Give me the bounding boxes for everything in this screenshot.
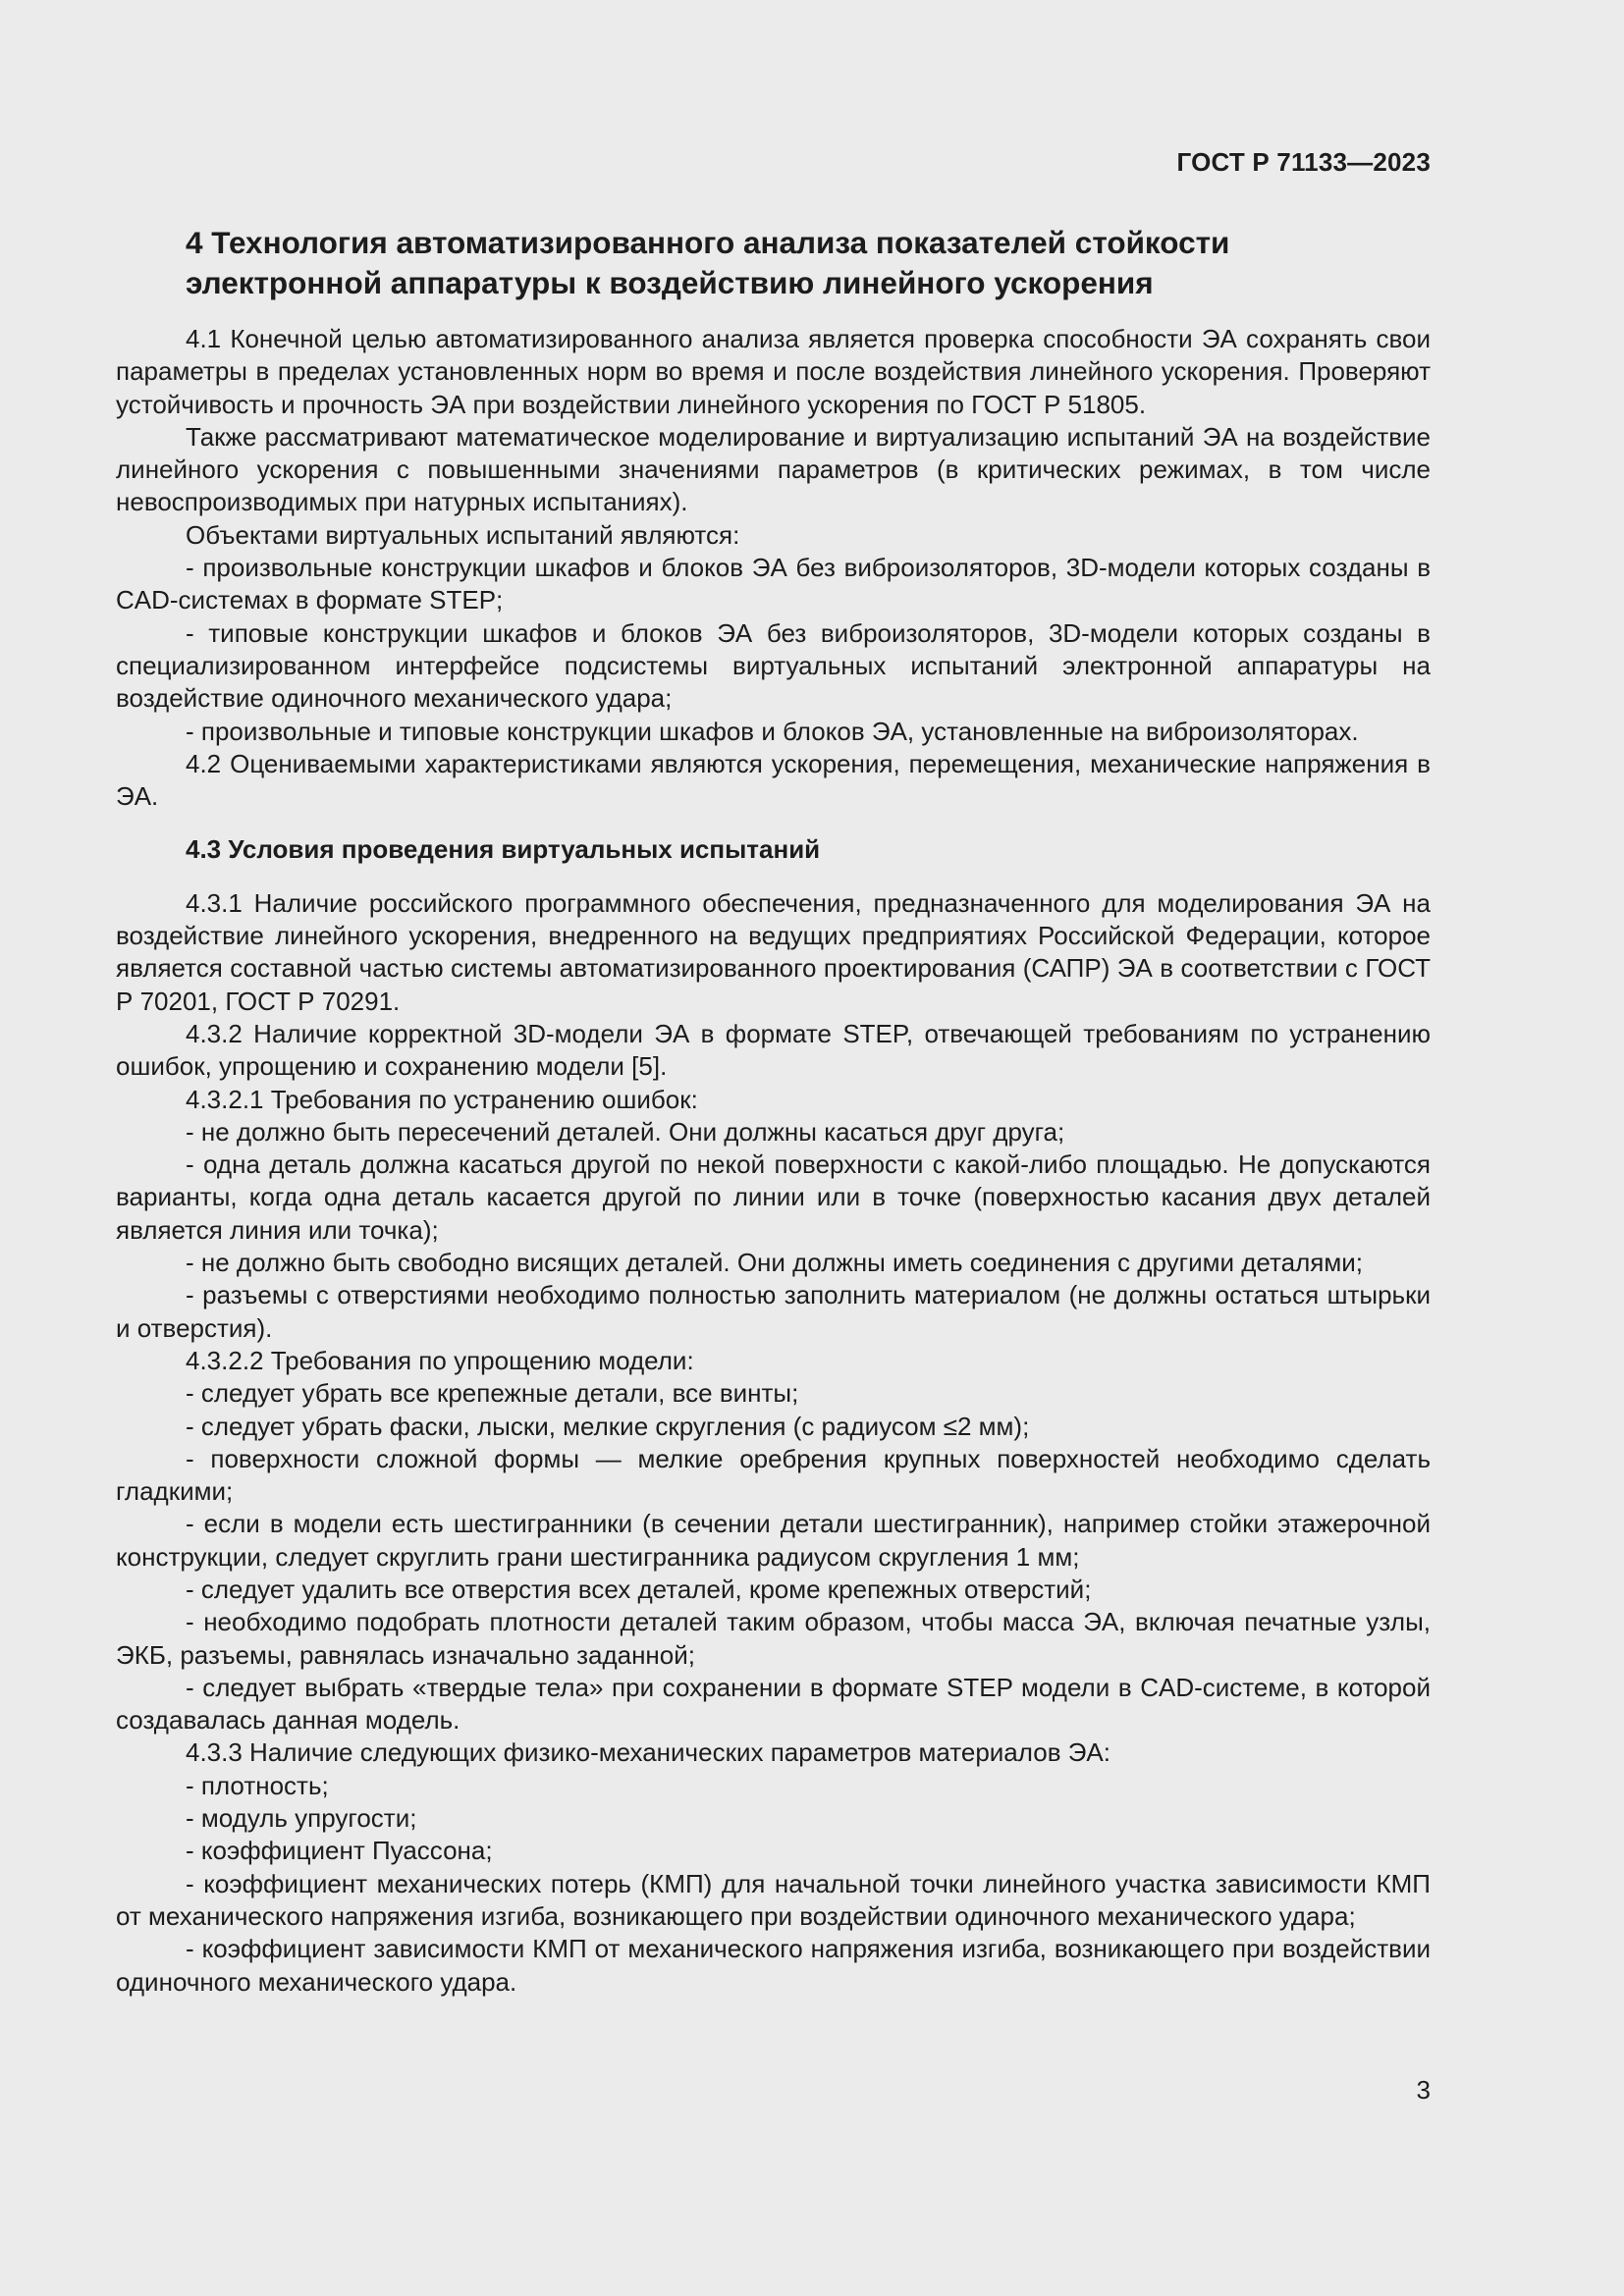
paragraph: 4.3.3 Наличие следующих физико-механических параметров материалов ЭА: — [186, 1737, 1110, 1768]
list-item: - плотность; — [186, 1770, 329, 1800]
paragraph: 4.3.1 Наличие российского программного обеспечения, предназначенного для моделирования ЭА на воздействие линейного ускорения, внедренного на ведущих предприятиях Российской Федерации, которое является составной частью системы автоматизированного проектирования (САПР) ЭА в соответствии с ГОСТ Р 70201, ГОСТ Р 70291. — [116, 887, 1431, 1016]
list-item: - следует убрать фаски, лыски, мелкие скругления (с радиусом ≤2 мм); — [186, 1411, 1030, 1441]
list-item: - необходимо подобрать плотности деталей таким образом, чтобы масса ЭА, включая печатные узлы, ЭКБ, разъемы, равнялась изначально заданной; — [116, 1607, 1431, 1670]
list-item: - не должно быть пересечений деталей. Они должны касаться друг друга; — [186, 1116, 1065, 1147]
document-code: ГОСТ Р 71133—2023 — [1176, 147, 1431, 177]
paragraph: 4.3.2.1 Требования по устранению ошибок: — [186, 1084, 698, 1114]
list-item: - модуль упругости; — [186, 1803, 417, 1834]
section-title-line: электронной аппаратуры к воздействию линейного ускорения — [186, 265, 1154, 300]
paragraph: 4.3.2 Наличие корректной 3D-модели ЭА в формате STEP, отвечающей требованиям по устранению ошибок, упрощению и сохранению модели [5]. — [116, 1018, 1431, 1082]
list-item: - коэффициент зависимости КМП от механического напряжения изгиба, возникающего при воздействии одиночного механического удара. — [116, 1934, 1431, 1997]
paragraph: Также рассматривают математическое моделирование и виртуализацию испытаний ЭА на воздействие линейного ускорения с повышенными значениями параметров (в критических режимах, в том числе невоспроизводимых при натурных испытаниях). — [116, 421, 1431, 517]
list-item: - разъемы с отверстиями необходимо полностью заполнить материалом (не должны остаться штырьки и отверстия). — [116, 1280, 1431, 1343]
paragraph: 4.1 Конечной целью автоматизированного анализа является проверка способности ЭА сохранять свои параметры в пределах установленных норм во время и после воздействия линейного ускорения. Проверяют устойчивость и прочность ЭА при воздействии линейного ускорения по ГОСТ Р 51805. — [116, 324, 1431, 419]
paragraph: 4.2 Оцениваемыми характеристиками являются ускорения, перемещения, механические напряжения в ЭА. — [116, 748, 1431, 812]
list-item: - следует убрать все крепежные детали, все винты; — [186, 1378, 799, 1409]
list-item: - коэффициент механических потерь (КМП) для начальной точки линейного участка зависимости КМП от механического напряжения изгиба, возникающего при воздействии одиночного механического удара; — [116, 1868, 1431, 1931]
paragraph: 4.3.2.2 Требования по упрощению модели: — [186, 1345, 694, 1375]
document-page — [116, 0, 1431, 2296]
page-number: 3 — [1416, 2075, 1431, 2105]
list-item: - одна деталь должна касаться другой по некой поверхности с какой-либо площадью. Не допускаются варианты, когда одна деталь касается другой по линии или в точке (поверхностью касания двух деталей является линия или точка); — [116, 1149, 1431, 1245]
list-item: - следует выбрать «твердые тела» при сохранении в формате STEP модели в CAD-системе, в которой создавалась данная модель. — [116, 1672, 1431, 1735]
section-title-line: 4 Технология автоматизированного анализа показателей стойкости — [186, 225, 1230, 260]
paragraph: Объектами виртуальных испытаний являются: — [186, 519, 740, 550]
list-item: - произвольные конструкции шкафов и блоков ЭА без виброизоляторов, 3D-модели которых созданы в CAD-системах в формате STEP; — [116, 553, 1431, 615]
list-item: - следует удалить все отверстия всех деталей, кроме крепежных отверстий; — [186, 1574, 1092, 1604]
list-item: - если в модели есть шестигранники (в сечении детали шестигранник), например стойки этажерочной конструкции, следует скруглить грани шестигранника радиусом скругления 1 мм; — [116, 1509, 1431, 1572]
subsection-title: 4.3 Условия проведения виртуальных испытаний — [186, 834, 821, 865]
list-item: - коэффициент Пуассона; — [186, 1836, 493, 1866]
section-title — [186, 223, 1413, 303]
list-item: - произвольные и типовые конструкции шкафов и блоков ЭА, установленные на виброизоляторах. — [186, 716, 1359, 746]
body-text — [116, 323, 1431, 1999]
list-item: - типовые конструкции шкафов и блоков ЭА без виброизоляторов, 3D-модели которых созданы в специализированном интерфейсе подсистемы виртуальных испытаний электронной аппаратуры на воздействие одиночного механического удара; — [116, 617, 1431, 714]
list-item: - поверхности сложной формы — мелкие оребрения крупных поверхностей необходимо сделать гладкими; — [116, 1443, 1431, 1507]
list-item: - не должно быть свободно висящих деталей. Они должны иметь соединения с другими деталями; — [186, 1248, 1363, 1278]
